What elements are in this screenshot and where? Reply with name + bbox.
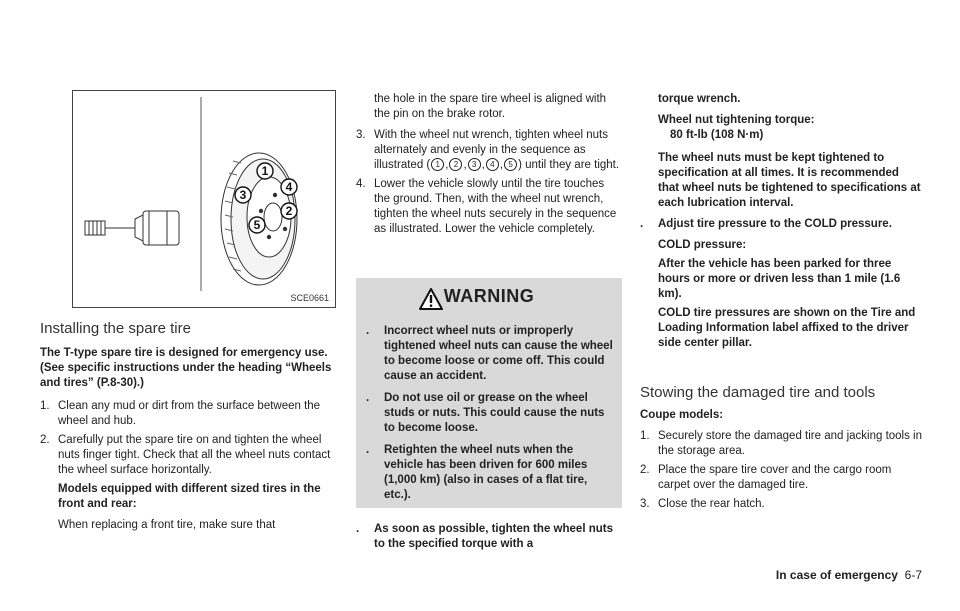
warning-title: WARNING — [443, 286, 535, 306]
continued-text: the hole in the spare tire wheel is aligned with the pin on the brake rotor. — [374, 93, 607, 120]
step-4: 4. Lower the vehicle slowly until the tire touches the ground. Then, with the wheel nut wrench, tighten the wheel nuts securely in the sequence as illustrated. Lower the vehicle completely. — [356, 178, 617, 235]
keep-tightened-text: The wheel nuts must be kept tightened to specification at all times. It is recommended that wheel nuts be tightened to specifications at each lubrication interval. — [658, 152, 921, 209]
page-number: 6-7 — [904, 568, 922, 582]
models-text: When replacing a front tire, make sure that — [58, 519, 276, 531]
section-title-stowing: Stowing the damaged tire and tools — [640, 384, 876, 401]
coupe-heading: Coupe models: — [640, 409, 724, 421]
wheel-nut-illustration — [72, 90, 336, 308]
warning-item-2: . Do not use oil or grease on the wheel studs or nuts. This could cause the nuts to become loose. — [366, 392, 605, 434]
warning-item-1: . Incorrect wheel nuts or improperly tightened wheel nuts can cause the wheel to become loose or come off. This could cause an accident. — [366, 325, 613, 382]
column-middle-bottom — [356, 522, 622, 552]
section-title-installing: Installing the spare tire — [40, 320, 191, 337]
stow-step-3: 3. Close the rear hatch. — [640, 498, 765, 510]
lug-nut — [135, 211, 179, 245]
callout-3: 3 — [239, 188, 247, 202]
footer-section: In case of emergency — [775, 568, 898, 582]
adjust-pressure-bullet: . Adjust tire pressure to the COLD pressure. — [640, 218, 892, 230]
wheel-bolt — [85, 221, 135, 235]
callout-1: 1 — [261, 164, 269, 178]
step-1: 1. Clean any mud or dirt from the surface between the wheel and hub. — [40, 400, 321, 427]
stow-step-1: 1. Securely store the damaged tire and jacking tools in the storage area. — [640, 430, 923, 457]
step-2: 2. Carefully put the spare tire on and tighten the wheel nuts finger tight. Check that all the wheel nuts contact the wheel surface horizontally. — [40, 434, 331, 476]
cold-text: After the vehicle has been parked for three hours or more or driven less than 1 mile (1.6 km). — [658, 258, 901, 300]
warning-item-3: . Retighten the wheel nuts when the vehicle has been driven for 600 miles (1,000 km) (also in cases of a flat tire, etc.). — [366, 444, 588, 501]
intro-paragraph: The T-type spare tire is designed for emergency use. (See specific instructions under the heading “Wheels and tires” (P.8-30).) — [40, 347, 332, 389]
torque-heading: Wheel nut tightening torque: — [658, 114, 815, 126]
page-footer — [776, 568, 922, 582]
callout-5: 5 — [253, 218, 261, 232]
models-heading: Models equipped with different sized tires in the front and rear: — [58, 483, 321, 510]
figure-code: SCE0661 — [290, 293, 329, 303]
cold-shown-text: COLD tire pressures are shown on the Tire and Loading Information label affixed to the driver side center pillar. — [658, 307, 916, 349]
torque-value: 80 ft-lb (108 N·m) — [670, 129, 764, 141]
cold-heading: COLD pressure: — [658, 239, 747, 251]
tighten-soon-bullet: . As soon as possible, tighten the wheel nuts to the specified torque with a — [356, 523, 613, 550]
wheel-diagram — [73, 91, 335, 307]
callout-4: 4 — [285, 180, 293, 194]
stow-step-2: 2. Place the spare tire cover and the cargo room carpet over the damaged tire. — [640, 464, 892, 491]
step-3: 3. With the wheel nut wrench, tighten wheel nuts alternately and evenly in the sequence as illustrated ( 1 , 2 , 3 , 4 , 5 ) until they are tight. — [356, 129, 620, 171]
torque-wrench-cont: torque wrench. — [658, 93, 741, 105]
callout-2: 2 — [285, 204, 293, 218]
warning-box — [356, 278, 622, 508]
